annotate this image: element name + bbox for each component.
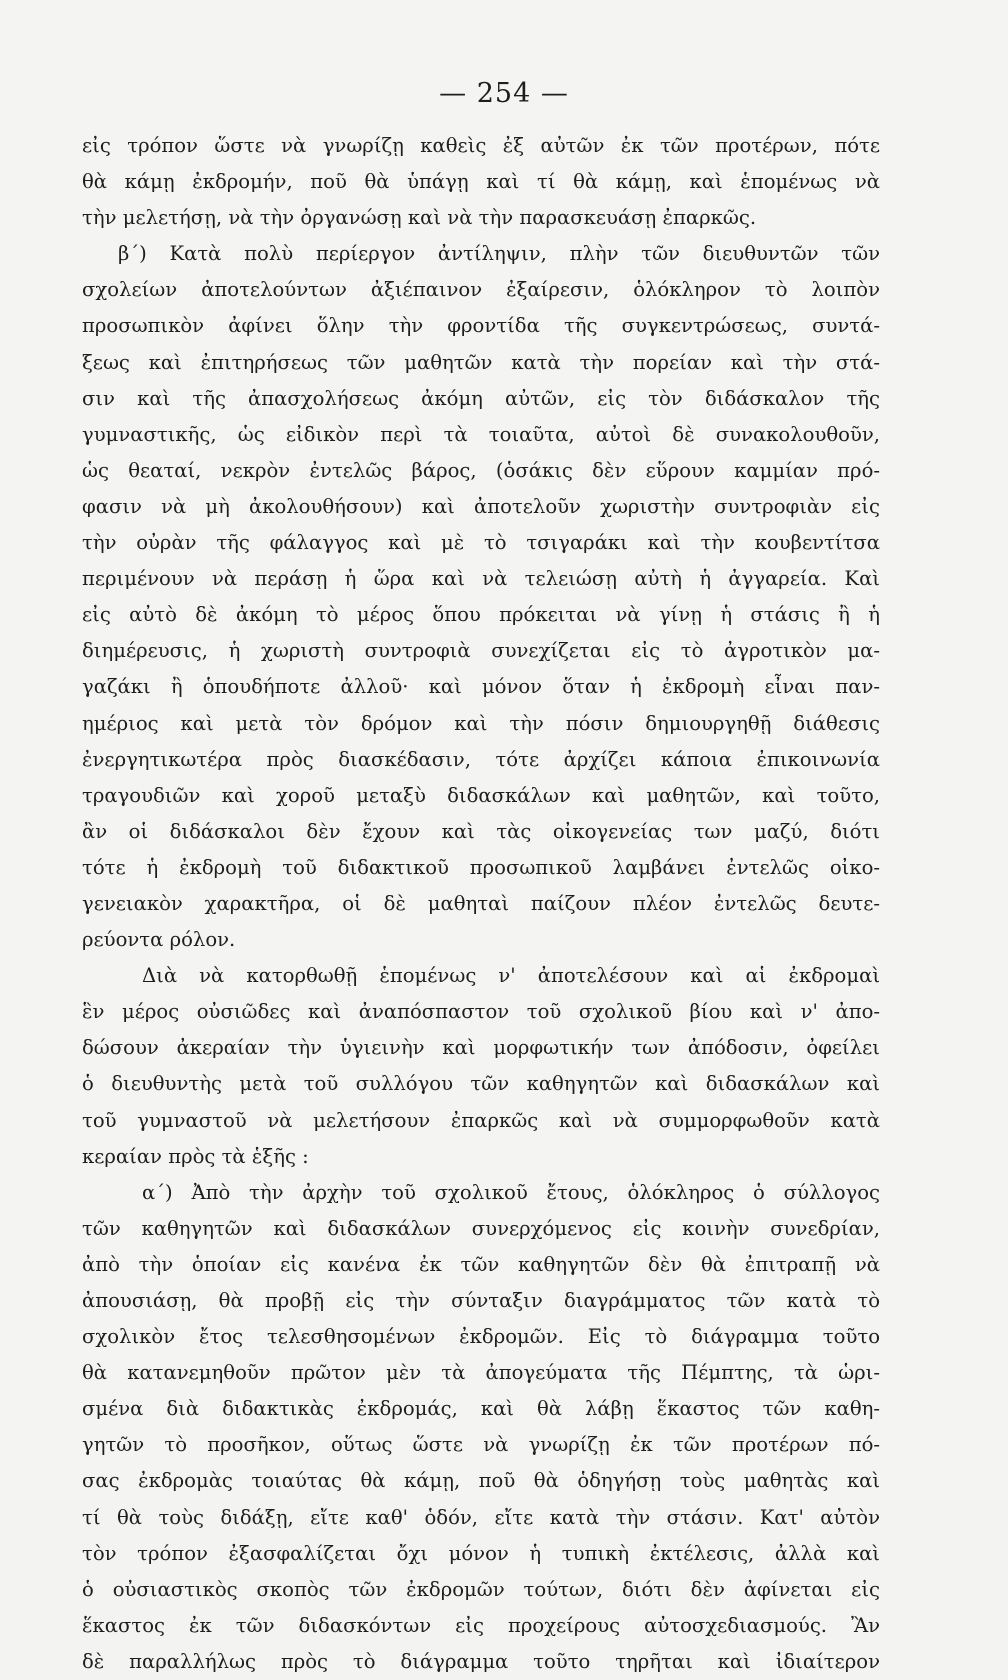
text-line: σας ἐκδρομὰς τοιαύτας θὰ κάμῃ, ποῦ θὰ ὁδηγήσῃ τοὺς μαθητὰς καὶ <box>82 1469 880 1493</box>
text-line: τὴν οὐρὰν τῆς φάλαγγος καὶ μὲ τὸ τσιγαράκι καὶ τὴν κουβεντίτσα <box>82 531 880 555</box>
text-line: γητῶν τὸ προσῆκον, οὕτως ὥστε νὰ γνωρίζῃ ἐκ τῶν προτέρων πό- <box>82 1433 880 1457</box>
text-line: γυμναστικῆς, ὡς εἰδικὸν περὶ τὰ τοιαῦτα, αὐτοὶ δὲ συνακολουθοῦν, <box>82 422 880 446</box>
text-line: δώσουν ἀκεραίαν τὴν ὑγιεινὴν καὶ μορφωτικήν των ἀπόδοσιν, ὀφείλει <box>82 1036 880 1060</box>
text-line: ἓν μέρος οὐσιῶδες καὶ ἀναπόσπαστον τοῦ σχολικοῦ βίου καὶ ν' ἀπο- <box>82 1000 880 1024</box>
text-line: τοῦ γυμναστοῦ νὰ μελετήσουν ἐπαρκῶς καὶ νὰ συμμορφωθοῦν κατὰ <box>82 1108 880 1132</box>
text-line: σχολείων ἀποτελούντων ἀξιέπαινον ἐξαίρεσιν, ὁλόκληρον τὸ λοιπὸν <box>82 278 880 302</box>
text-line: σιν καὶ τῆς ἀπασχολήσεως ἀκόμη αὐτῶν, εἰς τὸν διδάσκαλον τῆς <box>82 386 880 410</box>
text-line: ὁ διευθυντὴς μετὰ τοῦ συλλόγου τῶν καθηγητῶν καὶ διδασκάλων καὶ <box>82 1072 880 1096</box>
text-line: περιμένουν νὰ περάσῃ ἡ ὥρα καὶ νὰ τελειώσῃ αὐτὴ ἡ ἀγγαρεία. Καὶ <box>82 567 880 591</box>
text-line: δὲ παραλλήλως πρὸς τὸ διάγραμμα τοῦτο τηρῆται καὶ ἰδιαίτερον <box>82 1649 880 1673</box>
text-line: εἰς αὐτὸ δὲ ἀκόμη τὸ μέρος ὅπου πρόκειται νὰ γίνῃ ἡ στάσις ἢ ἡ <box>82 603 880 627</box>
text-line: σμένα διὰ διδακτικὰς ἐκδρομάς, καὶ θὰ λάβῃ ἕκαστος τῶν καθη- <box>82 1397 880 1421</box>
text-line: κεραίαν πρὸς τὰ ἑξῆς : <box>82 1144 309 1168</box>
text-line: εἰς τρόπον ὥστε νὰ γνωρίζῃ καθεὶς ἐξ αὐτῶν ἐκ τῶν προτέρων, πότε <box>82 134 880 157</box>
text-line: φασιν νὰ μὴ ἀκολουθήσουν) καὶ ἀποτελοῦν χωριστὴν συντροφιὰν εἰς <box>82 494 880 518</box>
text-line: θὰ κάμῃ ἐκδρομήν, ποῦ θὰ ὑπάγῃ καὶ τί θὰ κάμῃ, καὶ ἑπομένως νὰ <box>82 170 880 194</box>
text-line: τότε ἡ ἐκδρομὴ τοῦ διδακτικοῦ προσωπικοῦ λαμβάνει ἐντελῶς οἰκο- <box>82 855 880 879</box>
text-line: τῶν καθηγητῶν καὶ διδασκάλων συνερχόμενος εἰς κοινὴν συνεδρίαν, <box>82 1216 880 1240</box>
text-line: διημέρευσις, ἡ χωριστὴ συντροφιὰ συνεχίζεται εἰς τὸ ἀγροτικὸν μα- <box>82 639 880 663</box>
text-line: ὡς θεαταί, νεκρὸν ἐντελῶς βάρος, (ὁσάκις δὲν εὕρουν καμμίαν πρό- <box>82 458 880 482</box>
text-line: α΄) Ἀπὸ τὴν ἀρχὴν τοῦ σχολικοῦ ἔτους, ὁλόκληρος ὁ σύλλογος <box>142 1180 880 1204</box>
body-text <box>82 128 880 1680</box>
page-number-header: — 254 — <box>439 78 569 109</box>
text-line: τραγουδιῶν καὶ χοροῦ μεταξὺ διδασκάλων καὶ μαθητῶν, καὶ τοῦτο, <box>82 783 880 807</box>
text-line: ξεως καὶ ἐπιτηρήσεως τῶν μαθητῶν κατὰ τὴν πορείαν καὶ τὴν στά- <box>82 350 880 374</box>
text-line: ἀπουσιάσῃ, θὰ προβῇ εἰς τὴν σύνταξιν διαγράμματος τῶν κατὰ τὸ <box>82 1289 880 1312</box>
text-line: ημέριος καὶ μετὰ τὸν δρόμον καὶ τὴν πόσιν δημιουργηθῇ διάθεσις <box>82 711 880 735</box>
text-line: γενειακὸν χαρακτῆρα, οἱ δὲ μαθηταὶ παίζουν πλέον ἐντελῶς δευτε- <box>82 891 880 915</box>
text-line: τὴν μελετήσῃ, νὰ τὴν ὀργανώσῃ καὶ νὰ τὴν παρασκευάσῃ ἐπαρκῶς. <box>82 206 757 230</box>
text-line: σχολικὸν ἔτος τελεσθησομένων ἐκδρομῶν. Εἰς τὸ διάγραμμα τοῦτο <box>82 1325 880 1349</box>
text-line: β΄) Κατὰ πολὺ περίεργον ἀντίληψιν, πλὴν τῶν διευθυντῶν τῶν <box>118 242 880 266</box>
text-line: θὰ κατανεμηθοῦν πρῶτον μὲν τὰ ἀπογεύματα τῆς Πέμπτης, τὰ ὡρι- <box>82 1361 880 1385</box>
text-line: ἕκαστος ἐκ τῶν διδασκόντων εἰς προχείρους αὐτοσχεδιασμούς. Ἂν <box>82 1613 880 1637</box>
text-line: τὸν τρόπον ἐξασφαλίζεται ὄχι μόνον ἡ τυπικὴ ἐκτέλεσις, ἀλλὰ καὶ <box>82 1541 880 1565</box>
text-line: ἀπὸ τὴν ὁποίαν εἰς κανένα ἐκ τῶν καθηγητῶν δὲν θὰ ἐπιτραπῇ νὰ <box>82 1252 880 1276</box>
text-line: ρεύοντα ρόλον. <box>82 928 236 952</box>
text-line: τί θὰ τοὺς διδάξῃ, εἴτε καθ' ὁδόν, εἴτε κατὰ τὴν στάσιν. Κατ' αὐτὸν <box>82 1505 880 1529</box>
text-line: ἂν οἱ διδάσκαλοι δὲν ἔχουν καὶ τὰς οἰκογενείας των μαζύ, διότι <box>82 819 880 843</box>
text-line: γαζάκι ἢ ὁπουδήποτε ἀλλοῦ· καὶ μόνον ὅταν ἡ ἐκδρομὴ εἶναι παν- <box>82 675 880 699</box>
text-line: ὁ οὐσιαστικὸς σκοπὸς τῶν ἐκδρομῶν τούτων, διότι δὲν ἀφίνεται εἰς <box>82 1577 880 1601</box>
text-line: Διὰ νὰ κατορθωθῇ ἑπομένως ν' ἀποτελέσουν καὶ αἱ ἐκδρομαὶ <box>142 964 880 988</box>
text-line: ἐνεργητικωτέρα πρὸς διασκέδασιν, τότε ἀρχίζει κάποια ἐπικοινωνία <box>82 747 880 771</box>
text-line: προσωπικὸν ἀφίνει ὅλην τὴν φροντίδα τῆς συγκεντρώσεως, συντά- <box>82 314 880 338</box>
